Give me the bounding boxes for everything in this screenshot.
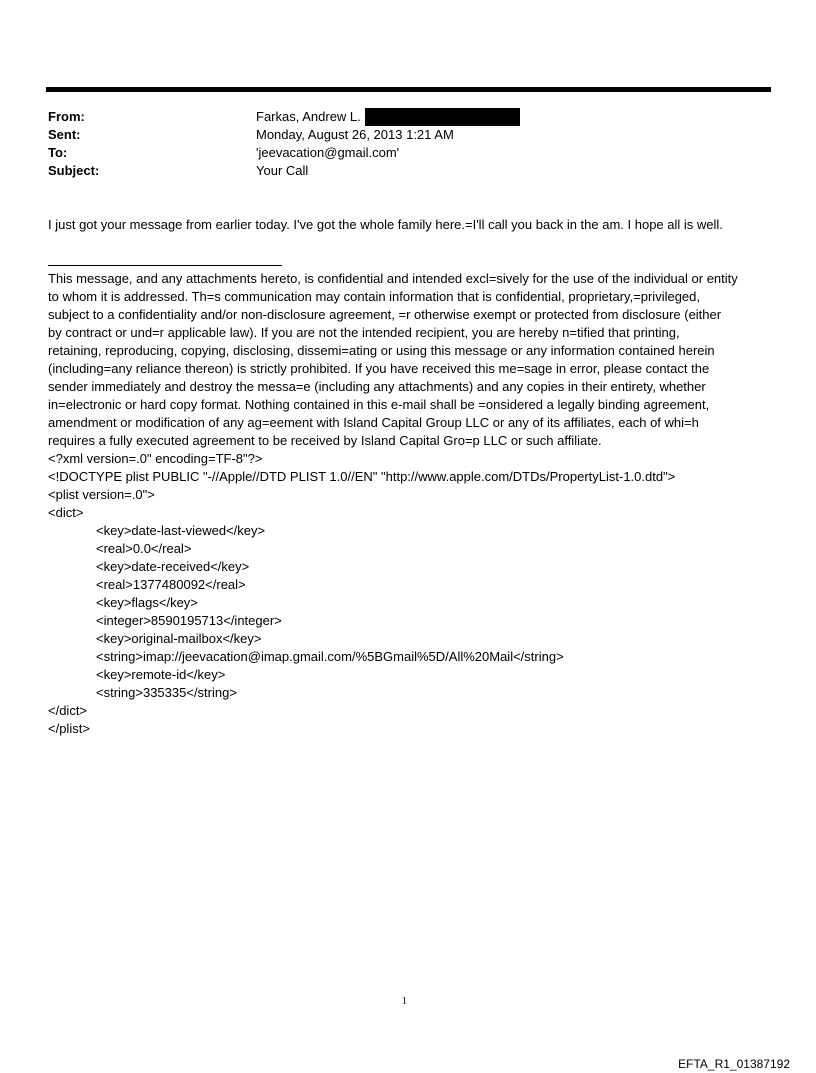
subject-value: Your Call (256, 163, 309, 178)
plist-entry: <string>335335</string> (96, 685, 237, 700)
subject-label: Subject: (48, 163, 100, 178)
redaction-box (365, 108, 520, 126)
plist-entry: <key>date-received</key> (96, 559, 250, 574)
dict-close-tag: </dict> (48, 703, 88, 718)
plist-entry: <key>date-last-viewed</key> (96, 523, 266, 538)
disclaimer-line: subject to a confidentiality and/or non-disclosure agreement, =r otherwise exempt or protected from disclosure (either (48, 307, 722, 322)
header-rule (46, 87, 771, 92)
sent-label: Sent: (48, 127, 81, 142)
from-row (48, 108, 520, 126)
disclaimer-line: requires a fully executed agreement to be received by Island Capital Gro=p LLC or such affiliate. (48, 433, 602, 448)
plist-entry: <integer>8590195713</integer> (96, 613, 282, 628)
plist-entry: <key>original-mailbox</key> (96, 631, 262, 646)
sent-value: Monday, August 26, 2013 1:21 AM (256, 127, 454, 142)
bates-number: EFTA_R1_01387192 (678, 1057, 790, 1071)
to-label: To: (48, 145, 68, 160)
plist-xml-declaration: <?xml version=.0" encoding=TF-8"?> (48, 451, 263, 466)
disclaimer-line: in=electronic or hard copy format. Nothing contained in this e-mail shall be =onsidered a legally binding agreement, (48, 397, 710, 412)
disclaimer-line: to whom it is addressed. Th=s communication may contain information that is confidential, proprietary,=privileged, (48, 289, 701, 304)
to-row (48, 144, 520, 162)
disclaimer-line: retaining, reproducing, copying, disclosing, dissemi=ating or using this message or any information contained herein (48, 343, 715, 358)
email-header (48, 108, 520, 180)
plist-entry: <string>imap://jeevacation@imap.gmail.com/%5BGmail%5D/All%20Mail</string> (96, 649, 564, 664)
plist-close-tag: </plist> (48, 721, 90, 736)
plist-entry: <real>0.0</real> (96, 541, 192, 556)
disclaimer-line: by contract or und=r applicable law). If you are not the intended recipient, you are hereby n=tified that printing, (48, 325, 680, 340)
plist-entry: <real>1377480092</real> (96, 577, 246, 592)
disclaimer-line: (including=any reliance thereon) is strictly prohibited. If you have received this me=sage in error, please contact the (48, 361, 710, 376)
plist-entry: <key>flags</key> (96, 595, 198, 610)
disclaimer-line: This message, and any attachments hereto, is confidential and intended excl=sively for the use of the individual or entity (48, 271, 738, 286)
email-body: I just got your message from earlier today. I've got the whole family here.=I'll call you back in the am. I hope all is well. (48, 217, 723, 232)
subject-row (48, 162, 520, 180)
sent-row (48, 126, 520, 144)
from-label: From: (48, 109, 85, 124)
page-number: 1 (402, 996, 407, 1007)
from-value: Farkas, Andrew L. (256, 109, 361, 124)
plist-entry: <key>remote-id</key> (96, 667, 226, 682)
dict-open-tag: <dict> (48, 505, 84, 520)
signature-rule (48, 265, 282, 266)
disclaimer-line: amendment or modification of any ag=eement with Island Capital Group LLC or any of its affiliates, each of whi=h (48, 415, 699, 430)
disclaimer-block (48, 270, 770, 738)
plist-doctype: <!DOCTYPE plist PUBLIC "-//Apple//DTD PLIST 1.0//EN" "http://www.apple.com/DTDs/PropertyList-1.0.dtd"> (48, 469, 676, 484)
from-value-wrap (256, 108, 520, 126)
plist-open-tag: <plist version=.0"> (48, 487, 155, 502)
to-value: 'jeevacation@gmail.com' (256, 145, 400, 160)
disclaimer-line: sender immediately and destroy the messa=e (including any attachments) and any copies in their entirety, whether (48, 379, 706, 394)
